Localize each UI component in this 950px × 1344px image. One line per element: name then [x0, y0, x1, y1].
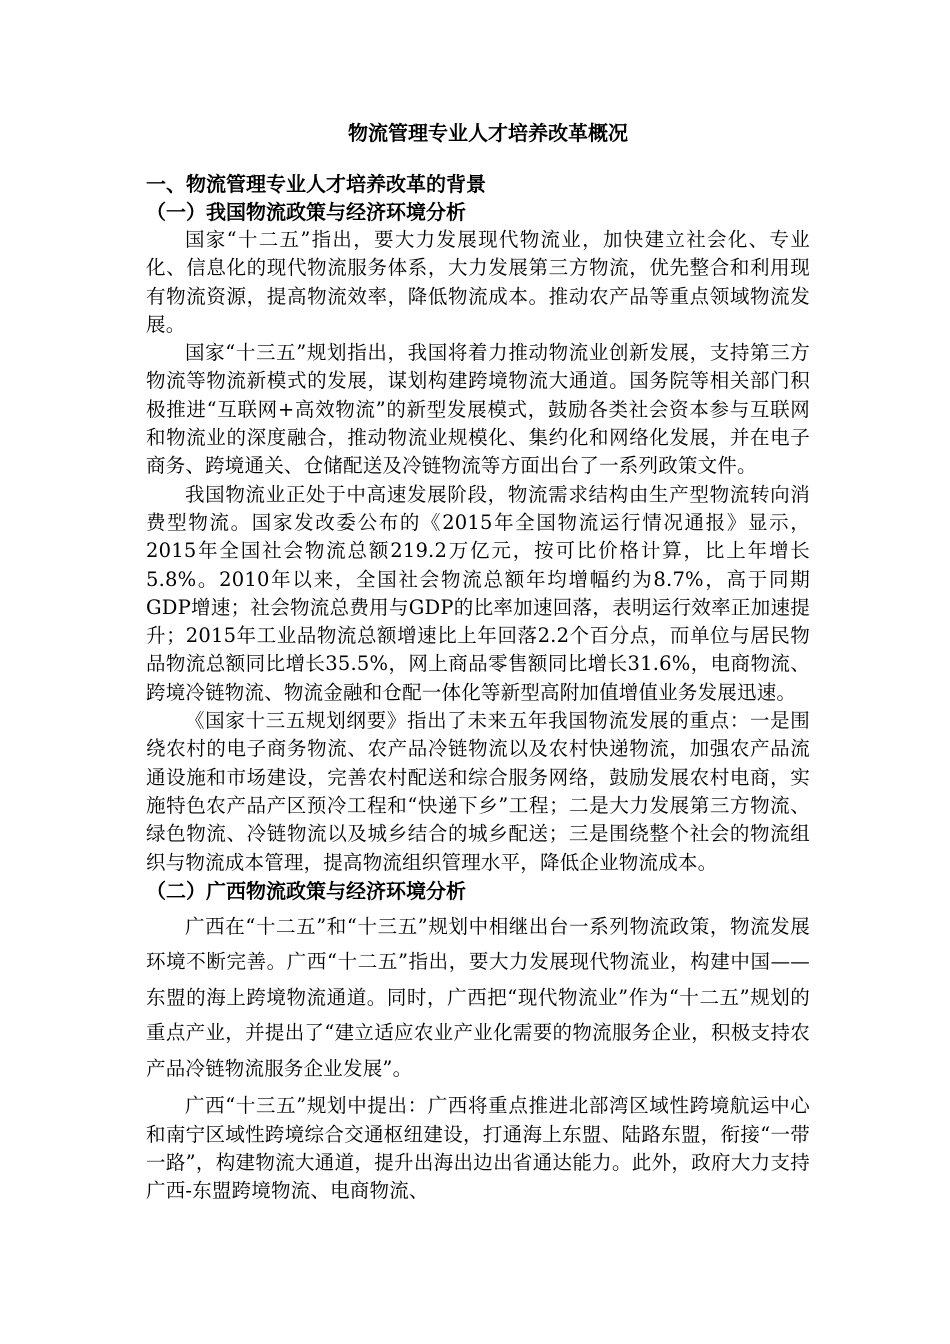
paragraph-national-12th: 国家“十二五”指出，要大力发展现代物流业，加快建立社会化、专业化、信息化的现代物流服务体系，大力发展第三方物流，优先整合和利用现有物流资源，提高物流效率，降低物流成本。推动农产品等重点领域物流发展。	[146, 228, 810, 336]
document-page	[146, 118, 810, 1206]
paragraph-guangxi-13th: 广西“十三五”规划中提出：广西将重点推进北部湾区域性跨境航运中心和南宁区域性跨境综合交通枢纽建设，打通海上东盟、陆路东盟，衔接“一带一路”，构建物流大通道，提升出海出边出省通达能力。此外，政府大力支持广西-东盟跨境物流、电商物流、	[146, 1094, 810, 1203]
document-title: 物流管理专业人才培养改革概况	[348, 121, 628, 145]
paragraph-national-stats: 我国物流业正处于中高速发展阶段，物流需求结构由生产型物流转向消费型物流。国家发改委公布的《2015年全国物流运行情况通报》显示，2015年全国社会物流总额219.2万亿元，按可比价格计算，比上年增长5.8%。2010年以来，全国社会物流总额年均增幅约为8.7%，高于同期GDP增速；社会物流总费用与GDP的比率加速回落，表明运行效率正加速提升；2015年工业品物流总额增速比上年回落2.2个百分点，而单位与居民物品物流总额同比增长35.5%，网上商品零售额同比增长31.6%，电商物流、跨境冷链物流、物流金融和仓配一体化等新型高附加值增值业务发展迅速。	[146, 482, 810, 704]
subheading-national: （一）我国物流政策与经济环境分析	[146, 200, 466, 224]
paragraph-guangxi-12th: 广西在“十二五”和“十三五”规划中相继出台一系列物流政策，物流发展环境不断完善。广西“十二五”指出，要大力发展现代物流业，构建中国——东盟的海上跨境物流通道。同时，广西把“现代物流业”作为“十二五”规划的重点产业，并提出了“建立适应农业产业化需要的物流服务企业，积极支持农产品冷链物流服务企业发展”。	[146, 914, 810, 1080]
paragraph-national-outline: 《国家十三五规划纲要》指出了未来五年我国物流发展的重点：一是围绕农村的电子商务物流、农产品冷链物流以及农村快递物流，加强农产品流通设施和市场建设，完善农村配送和综合服务网络，鼓励发展农村电商，实施特色农产品产区预冷工程和“快递下乡”工程；二是大力发展第三方物流、绿色物流、冷链物流以及城乡结合的城乡配送；三是围绕整个社会的物流组织与物流成本管理，提高物流组织管理水平，降低企业物流成本。	[146, 709, 810, 874]
heading-background: 一、物流管理专业人才培养改革的背景	[146, 172, 486, 196]
section-background	[146, 170, 810, 877]
subheading-guangxi: （二）广西物流政策与经济环境分析	[146, 878, 466, 903]
section-guangxi	[146, 877, 810, 1206]
paragraph-national-13th: 国家“十三五”规划指出，我国将着力推动物流业创新发展，支持第三方物流等物流新模式的发展，谋划构建跨境物流大通道。国务院等相关部门积极推进“互联网+高效物流”的新型发展模式，鼓励各类社会资本参与互联网和物流业的深度融合，推动物流业规模化、集约化和网络化发展，并在电子商务、跨境通关、仓储配送及冷链物流等方面出台了一系列政策文件。	[146, 341, 810, 478]
